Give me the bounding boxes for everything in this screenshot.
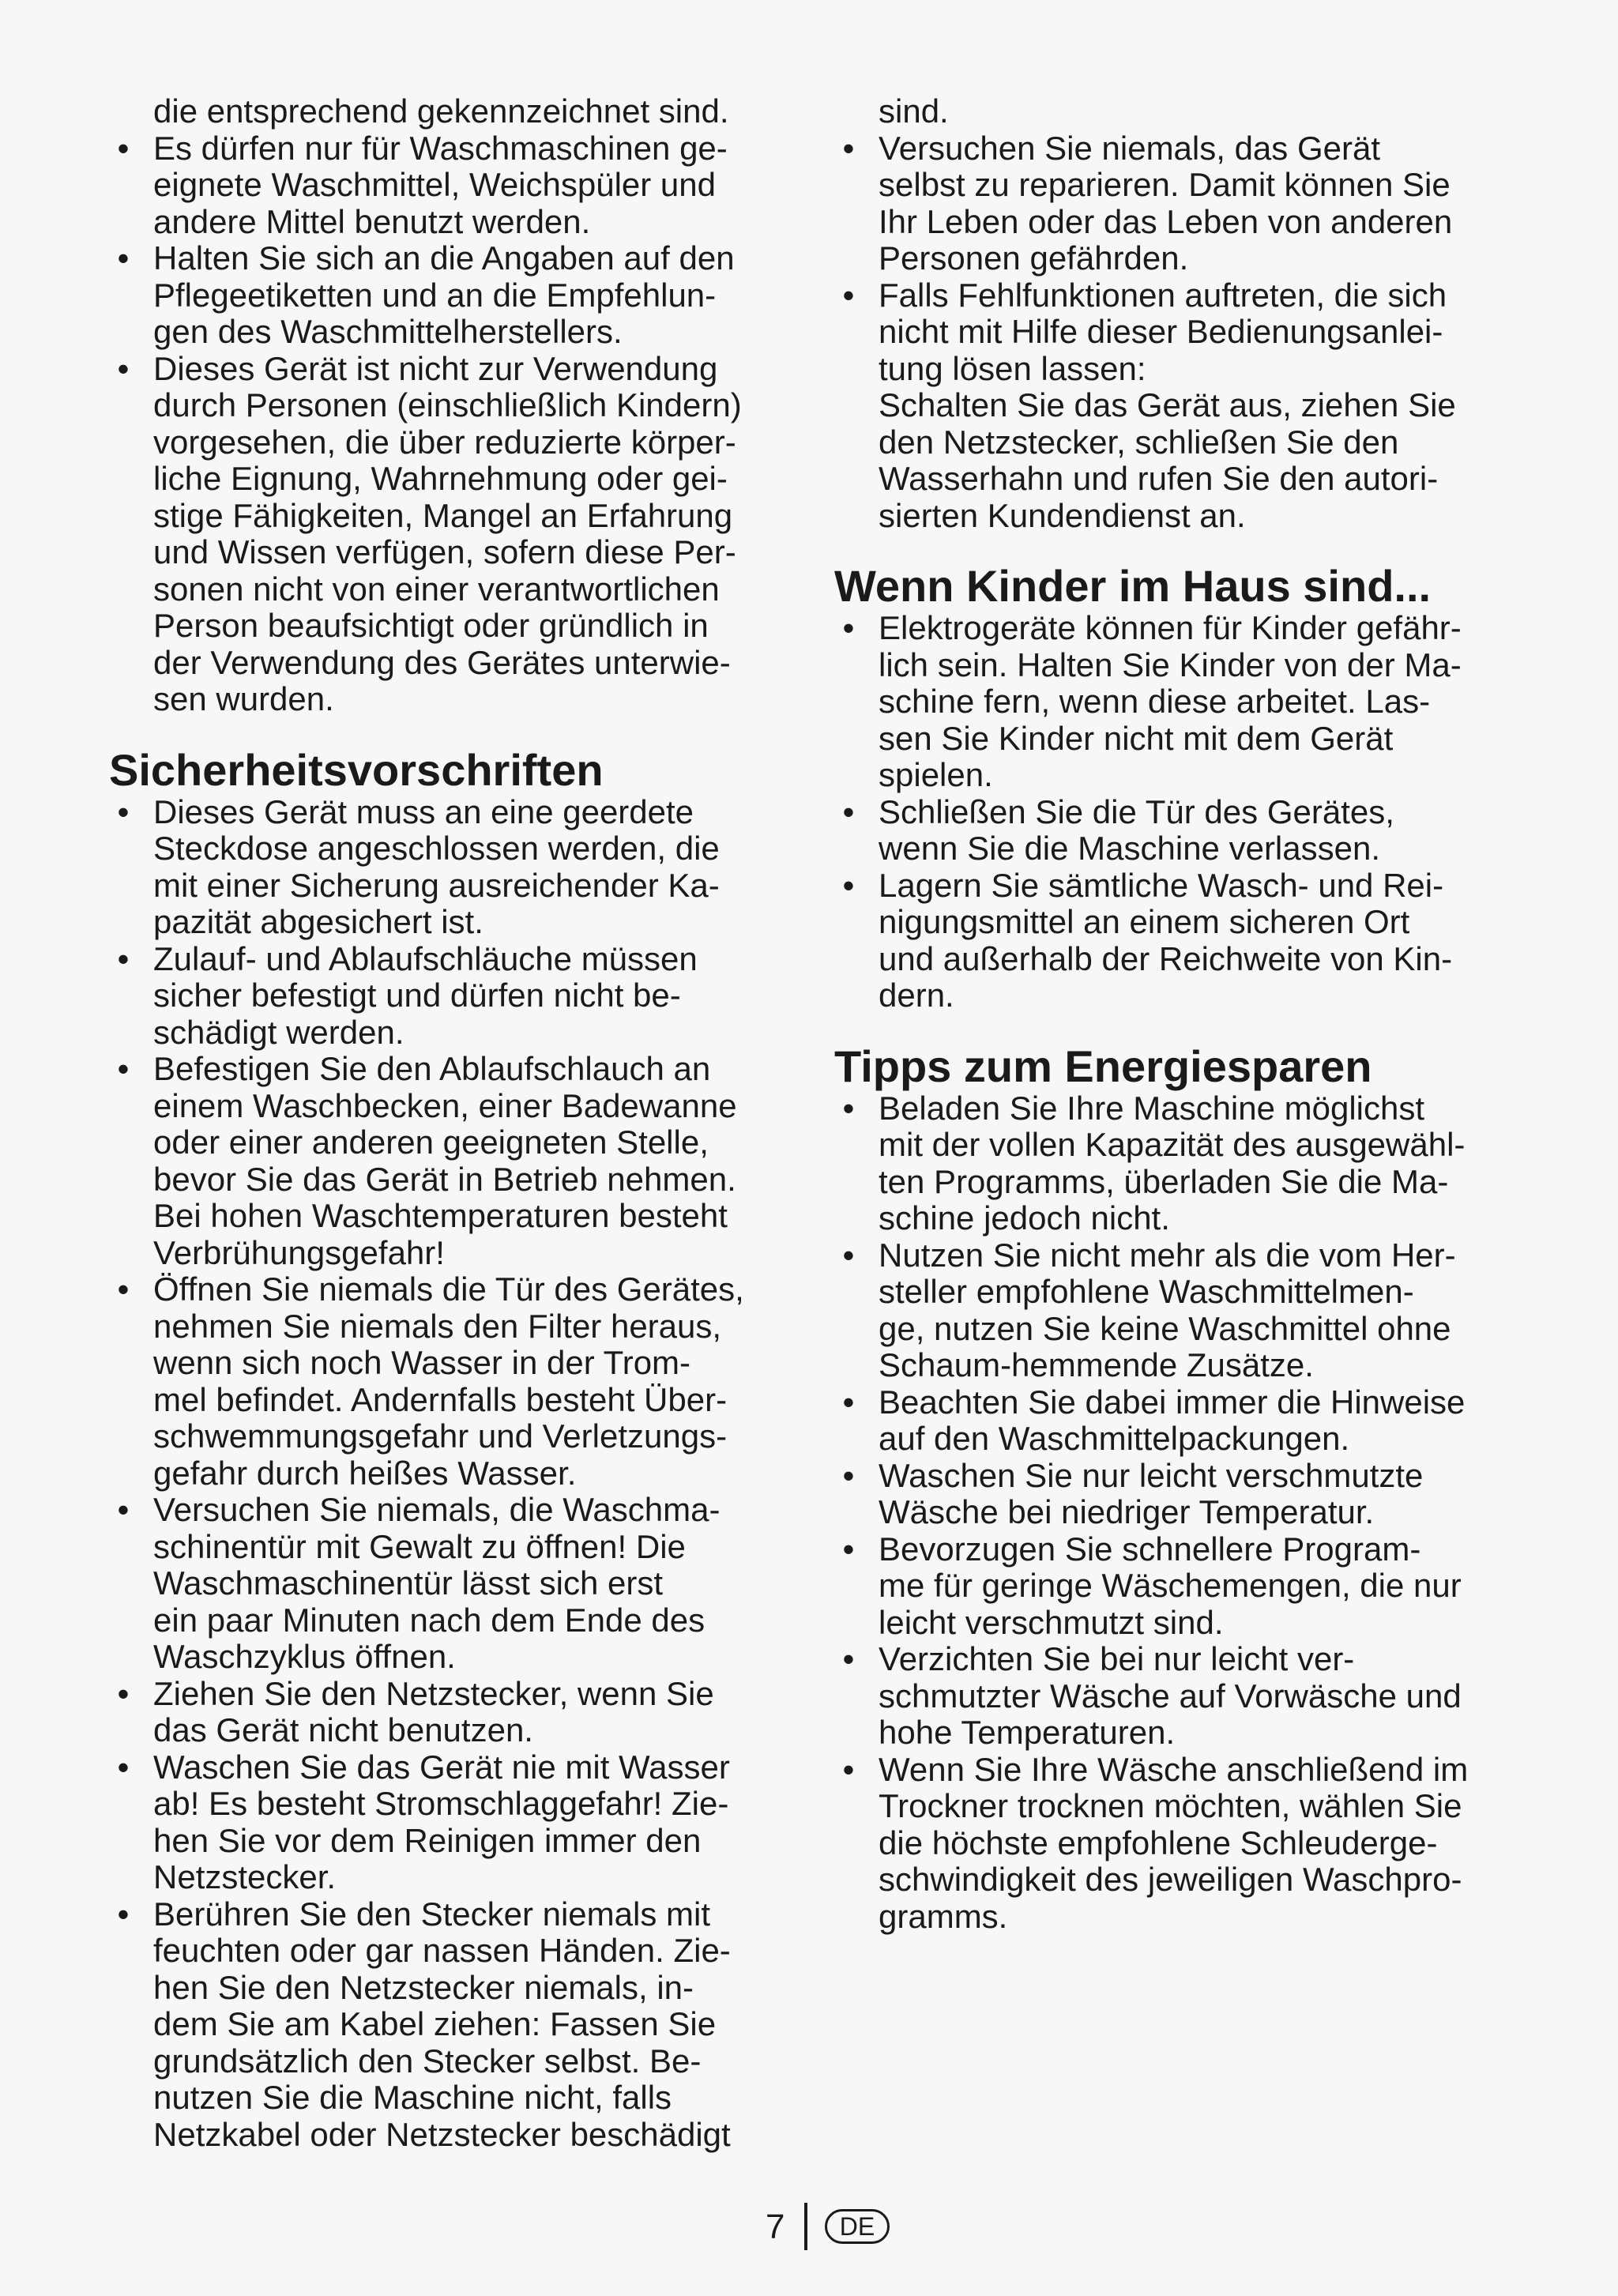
bullet-text-line: wenn sich noch Wasser in der Trom- bbox=[153, 1344, 691, 1381]
bullet-text-line: das Gerät nicht benutzen. bbox=[153, 1711, 533, 1748]
bullet-item bbox=[834, 277, 1514, 535]
bullet-text-line: selbst zu reparieren. Damit können Sie bbox=[879, 166, 1451, 203]
bullet-text-line: und außerhalb der Reichweite von Kin- bbox=[879, 939, 1453, 977]
bullet-text-line: • Schließen Sie die Tür des Gerätes, bbox=[879, 792, 1394, 830]
bullet-item bbox=[109, 1051, 788, 1271]
bullet-text-line: dern. bbox=[879, 977, 954, 1014]
bullet-item bbox=[834, 1237, 1514, 1384]
bullet-text-line: schine jedoch nicht. bbox=[879, 1199, 1170, 1236]
bullet-text-line: Pflegeetiketten und an die Empfehlun- bbox=[153, 276, 717, 314]
bullet-text-line: schädigt werden. bbox=[153, 1013, 404, 1051]
bullet-text-line: Netzkabel oder Netzstecker beschädigt bbox=[153, 2115, 731, 2153]
bullet-item bbox=[834, 1384, 1514, 1458]
bullet-text-line: steller empfohlene Waschmittelmen- bbox=[879, 1273, 1414, 1310]
bullet-text-line: Wasserhahn und rufen Sie den autori- bbox=[879, 460, 1439, 497]
left-column bbox=[109, 93, 788, 2153]
bullet-item bbox=[109, 351, 788, 718]
bullet-text-line: vorgesehen, die über reduzierte körper- bbox=[153, 423, 736, 461]
bullet-item bbox=[109, 1896, 788, 2154]
bullet-item bbox=[834, 1090, 1514, 1237]
bullet-text-line: leicht verschmutzt sind. bbox=[879, 1603, 1224, 1641]
bullet-text-line: eignete Waschmittel, Weichspüler und bbox=[153, 166, 717, 203]
bullet-text-line: schine fern, wenn diese arbeitet. Las- bbox=[879, 683, 1431, 720]
bullet-text-line: • Verzichten Sie bei nur leicht ver- bbox=[879, 1640, 1355, 1677]
bullet-text-line: Steckdose angeschlossen werden, die bbox=[153, 830, 720, 867]
bullet-text-line: den Netzstecker, schließen Sie den bbox=[879, 423, 1399, 461]
bullet-text-line: • Nutzen Sie nicht mehr als die vom Her- bbox=[879, 1236, 1456, 1274]
bullet-text-line: • Lagern Sie sämtliche Wasch- und Rei- bbox=[879, 866, 1444, 904]
children-bullet-list bbox=[834, 610, 1514, 1014]
bullet-text-line: nicht mit Hilfe dieser Bedienungsanlei- bbox=[879, 313, 1443, 350]
energy-bullet-list bbox=[834, 1090, 1514, 1936]
bullet-item bbox=[109, 1271, 788, 1492]
bullet-item bbox=[834, 1641, 1514, 1752]
bullet-text-line: Waschzyklus öffnen. bbox=[153, 1638, 456, 1675]
bullet-text-line: hen Sie vor dem Reinigen immer den bbox=[153, 1821, 702, 1859]
page-footer bbox=[0, 2203, 1618, 2258]
bullet-text-line: stige Fähigkeiten, Mangel an Erfahrung bbox=[153, 496, 733, 534]
bullet-item bbox=[834, 868, 1514, 1014]
bullet-text-line: spielen. bbox=[879, 756, 993, 793]
bullet-text-line: • Falls Fehlfunktionen auftreten, die sich bbox=[879, 276, 1447, 314]
bullet-text-line: • Waschen Sie nur leicht verschmutzte bbox=[879, 1456, 1424, 1494]
bullet-text-line: Netzstecker. bbox=[153, 1858, 337, 1895]
bullet-text-line: grundsätzlich den Stecker selbst. Be- bbox=[153, 2042, 702, 2080]
bullet-text-line: lich sein. Halten Sie Kinder von der Ma- bbox=[879, 646, 1462, 683]
bullet-text-line: auf den Waschmittelpackungen. bbox=[879, 1420, 1350, 1457]
bullet-text-line: schmutzter Wäsche auf Vorwäsche und bbox=[879, 1677, 1462, 1714]
bullet-text-line: Schalten Sie das Gerät aus, ziehen Sie bbox=[879, 386, 1456, 423]
bullet-text-line: Schaum-hemmende Zusätze. bbox=[879, 1346, 1314, 1383]
bullet-text-line: nehmen Sie niemals den Filter heraus, bbox=[153, 1307, 722, 1345]
bullet-text-line: sierten Kundendienst an. bbox=[879, 496, 1246, 534]
intro-continuation bbox=[834, 93, 1514, 130]
bullet-text-line: ein paar Minuten nach dem Ende des bbox=[153, 1601, 706, 1639]
right-column bbox=[834, 93, 1514, 1935]
bullet-text-line: oder einer anderen geeigneten Stelle, bbox=[153, 1124, 709, 1161]
bullet-item bbox=[109, 794, 788, 941]
bullet-text-line: pazität abgesichert ist. bbox=[153, 903, 484, 940]
bullet-text-line: • Befestigen Sie den Ablaufschlauch an bbox=[153, 1050, 711, 1087]
bullet-text-line: schwemmungsgefahr und Verletzungs- bbox=[153, 1417, 728, 1455]
bullet-text-line: • Öffnen Sie niemals die Tür des Gerätes, bbox=[153, 1270, 744, 1308]
intro-bullet-list bbox=[834, 130, 1514, 535]
bullet-text-line: me für geringe Wäschemengen, die nur bbox=[879, 1567, 1462, 1604]
bullet-text-line: feuchten oder gar nassen Händen. Zie- bbox=[153, 1932, 731, 1969]
bullet-text-line: Ihr Leben oder das Leben von anderen bbox=[879, 202, 1453, 240]
bullet-text-line: • Elektrogeräte können für Kinder gefähr- bbox=[879, 609, 1462, 646]
children-heading: Wenn Kinder im Haus sind... bbox=[834, 561, 1432, 611]
bullet-text-line: Trockner trocknen möchten, wählen Sie bbox=[879, 1787, 1462, 1824]
intro-continuation bbox=[109, 93, 788, 130]
bullet-text-line: ab! Es besteht Stromschlaggefahr! Zie- bbox=[153, 1785, 729, 1822]
safety-heading: Sicherheitsvorschriften bbox=[109, 744, 604, 795]
bullet-text-line: • Beladen Sie Ihre Maschine möglichst bbox=[879, 1089, 1425, 1127]
bullet-text-line: schwindigkeit des jeweiligen Waschpro- bbox=[879, 1861, 1462, 1898]
bullet-text-line: und Wissen verfügen, sofern diese Per- bbox=[153, 533, 736, 570]
bullet-text-line: • Dieses Gerät muss an eine geerdete bbox=[153, 792, 694, 830]
bullet-text-line: gefahr durch heißes Wasser. bbox=[153, 1454, 577, 1492]
bullet-text-line: • Ziehen Sie den Netzstecker, wenn Sie bbox=[153, 1674, 714, 1712]
bullet-text-line: hohe Temperaturen. bbox=[879, 1714, 1176, 1751]
safety-bullet-list bbox=[109, 794, 788, 2154]
bullet-item bbox=[109, 130, 788, 241]
bullet-text-line: sonen nicht von einer verantwortlichen bbox=[153, 570, 720, 608]
bullet-text-line: sen Sie Kinder nicht mit dem Gerät bbox=[879, 719, 1394, 757]
bullet-text-line: • Zulauf- und Ablaufschläuche müssen bbox=[153, 939, 698, 977]
bullet-text-line: sen wurden. bbox=[153, 680, 334, 717]
bullet-item bbox=[109, 1492, 788, 1676]
bullet-text-line: • Halten Sie sich an die Angaben auf den bbox=[153, 239, 735, 277]
bullet-text-line: schinentür mit Gewalt zu öffnen! Die bbox=[153, 1527, 686, 1565]
bullet-text-line: Personen gefährden. bbox=[879, 239, 1189, 277]
bullet-text-line: Waschmaschinentür lässt sich erst bbox=[153, 1564, 663, 1602]
bullet-item bbox=[834, 610, 1514, 794]
bullet-text-line: wenn Sie die Maschine verlassen. bbox=[879, 830, 1381, 867]
energy-heading: Tipps zum Energiesparen bbox=[834, 1041, 1372, 1091]
footer-divider bbox=[804, 2203, 807, 2250]
continued-text-line: die entsprechend gekennzeichnet sind. bbox=[153, 92, 729, 130]
continued-text-line: sind. bbox=[879, 92, 949, 130]
bullet-text-line: Wäsche bei niedriger Temperatur. bbox=[879, 1493, 1375, 1530]
page-number: 7 bbox=[766, 2208, 785, 2246]
bullet-text-line: mel befindet. Andernfalls besteht Über- bbox=[153, 1380, 728, 1418]
bullet-text-line: tung lösen lassen: bbox=[879, 349, 1146, 387]
bullet-text-line: ten Programms, überladen Sie die Ma- bbox=[879, 1162, 1449, 1200]
bullet-text-line: die höchste empfohlene Schleuderge- bbox=[879, 1824, 1438, 1861]
bullet-text-line: andere Mittel benutzt werden. bbox=[153, 202, 591, 240]
bullet-text-line: Verbrühungsgefahr! bbox=[153, 1233, 445, 1271]
bullet-text-line: • Versuchen Sie niemals, das Gerät bbox=[879, 129, 1381, 167]
bullet-text-line: • Versuchen Sie niemals, die Waschma- bbox=[153, 1491, 721, 1528]
bullet-text-line: • Wenn Sie Ihre Wäsche anschließend im bbox=[879, 1750, 1469, 1788]
bullet-item bbox=[834, 794, 1514, 868]
bullet-item bbox=[834, 1458, 1514, 1531]
bullet-text-line: • Es dürfen nur für Waschmaschinen ge- bbox=[153, 129, 728, 167]
bullet-text-line: nutzen Sie die Maschine nicht, falls bbox=[153, 2079, 672, 2116]
bullet-text-line: • Berühren Sie den Stecker niemals mit bbox=[153, 1895, 710, 1933]
bullet-text-line: hen Sie den Netzstecker niemals, in- bbox=[153, 1968, 694, 2006]
bullet-item bbox=[834, 1752, 1514, 1936]
bullet-text-line: • Beachten Sie dabei immer die Hinweise bbox=[879, 1383, 1466, 1421]
bullet-text-line: Bei hohen Waschtemperaturen besteht bbox=[153, 1197, 728, 1234]
bullet-text-line: • Bevorzugen Sie schnellere Program- bbox=[879, 1530, 1421, 1568]
bullet-text-line: • Dieses Gerät ist nicht zur Verwendung bbox=[153, 349, 718, 387]
bullet-item bbox=[834, 1531, 1514, 1642]
bullet-text-line: dem Sie am Kabel ziehen: Fassen Sie bbox=[153, 2005, 717, 2042]
bullet-text-line: • Waschen Sie das Gerät nie mit Wasser bbox=[153, 1748, 730, 1786]
bullet-item bbox=[109, 1676, 788, 1749]
bullet-text-line: mit der vollen Kapazität des ausgewähl- bbox=[879, 1126, 1466, 1163]
bullet-text-line: liche Eignung, Wahrnehmung oder gei- bbox=[153, 460, 728, 497]
bullet-text-line: durch Personen (einschließlich Kindern) bbox=[153, 386, 742, 423]
bullet-text-line: gramms. bbox=[879, 1897, 1008, 1935]
intro-bullet-list bbox=[109, 130, 788, 718]
bullet-text-line: gen des Waschmittelherstellers. bbox=[153, 313, 623, 350]
bullet-item bbox=[109, 240, 788, 351]
bullet-item bbox=[109, 1749, 788, 1896]
bullet-text-line: nigungsmittel an einem sicheren Ort bbox=[879, 903, 1410, 940]
bullet-text-line: bevor Sie das Gerät in Betrieb nehmen. bbox=[153, 1160, 736, 1198]
bullet-item bbox=[834, 130, 1514, 277]
language-badge: DE bbox=[825, 2209, 890, 2244]
bullet-text-line: mit einer Sicherung ausreichender Ka- bbox=[153, 866, 720, 904]
bullet-text-line: einem Waschbecken, einer Badewanne bbox=[153, 1086, 737, 1124]
bullet-text-line: ge, nutzen Sie keine Waschmittel ohne bbox=[879, 1309, 1451, 1347]
bullet-text-line: Person beaufsichtigt oder gründlich in bbox=[153, 607, 709, 644]
bullet-item bbox=[109, 941, 788, 1052]
bullet-text-line: sicher befestigt und dürfen nicht be- bbox=[153, 977, 681, 1014]
bullet-text-line: der Verwendung des Gerätes unterwie- bbox=[153, 643, 731, 681]
